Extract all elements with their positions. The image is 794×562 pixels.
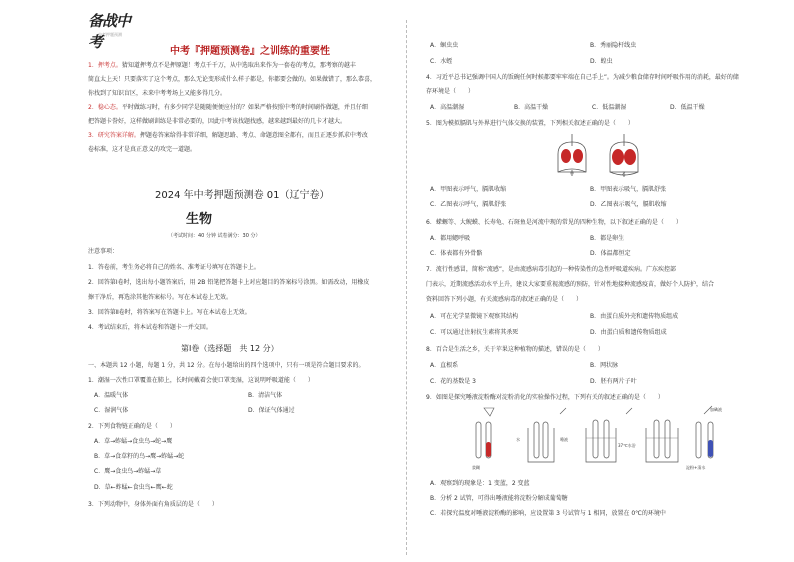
intro-label: 1．押考点。 (88, 62, 122, 69)
question-stem-cont: 资料回答下列小题，有关流感病毒的叙述正确的是（ ） (426, 296, 583, 303)
note-item: 3．回答第Ⅱ卷时，将答案写在答题卡上。写在本试卷上无效。 (88, 309, 251, 316)
intro-line (88, 76, 376, 84)
option[interactable]: A．观察到的现象是：1 变蓝，2 变蓝 (430, 480, 530, 487)
question-stem: 3．下列动物中，身体外面有角质层的是（ ） (88, 501, 218, 508)
figure-label: 甲 (570, 171, 574, 176)
intro-label: 3．研究答案详解。 (88, 132, 140, 139)
figure-label: 淀粉+清水 (686, 465, 706, 470)
question-stem: 1．潮湿一次性口罩覆盖在肺上，长时间戴着会使口罩变湿，这说明呼吸道能（ ） (88, 377, 314, 384)
question-stem: 2．下列食物链正确的是（ ） (88, 423, 176, 430)
option[interactable]: B．网状脉 (590, 362, 619, 369)
option[interactable]: D．低温干燥 (670, 104, 705, 111)
option[interactable]: C．花的基数是 3 (430, 378, 476, 385)
option[interactable]: A．直根系 (430, 362, 459, 369)
option[interactable]: B．清洁气体 (248, 392, 283, 399)
section-title: 第Ⅰ卷（选择题 共 12 分） (181, 344, 279, 353)
intro-text: 你找到了知识盲区，未来中考考场上又能多得几分。 (88, 90, 227, 97)
intro-line (88, 146, 196, 154)
figure-label: 水 (516, 437, 520, 442)
figure-label: 37℃水浴 (618, 443, 636, 448)
section-desc: 一、本题共 12 小题，每题 1 分，共 12 分。在每小题给出的四个选项中，只有一项是符合题目要求的。 (88, 362, 365, 369)
exam-info: （考试时间：40 分钟 试卷满分：30 分） (168, 233, 261, 239)
logo-brand-text: 备战中考 (88, 12, 131, 51)
option[interactable]: A．可在光学显微镜下观察其结构 (430, 313, 519, 320)
option[interactable]: C．可以通过注射抗生素将其杀死 (430, 329, 519, 336)
question-stem: 8．百合是生活之乡，关于苹果这种植物的描述，错误的是（ ） (426, 346, 604, 353)
option[interactable]: C．乙图表示呼气，膈肌舒张 (430, 201, 507, 208)
intro-text: 把答题卡誊好，这样做刷训练是非常必要的，因此中考该找题找感，越来越到最好的几卡才越大。 (88, 118, 347, 125)
question-stem: 4．习近平总书记强调中国人的饭碗任何时候都要牢牢端在自己手上”。为减少粮食储存时间呼吸作用的消耗，最好的储 (426, 74, 739, 81)
notes-header: 注意事项： (88, 248, 119, 255)
intro-text: 卷标准，这才是真正意义的攻完一道题。 (88, 146, 197, 153)
intro-text: 平时做练习时，有多少同学是随随便便应付的？如果严格按照中考的时间刷作做题，并且仔细 (121, 104, 368, 111)
option[interactable]: D．保证气体通过 (248, 407, 295, 414)
option[interactable]: A．蛔虫虫 (430, 42, 459, 49)
option[interactable]: A．草→蚱蜢→食虫鸟→蛇→鹰 (94, 438, 173, 445)
intro-text: 猜知道押考点不是押原题！考点千千万，从中选取出来作为一套卷的考点，那考察的越丰 (121, 62, 356, 69)
option[interactable]: A．高温潮湿 (430, 104, 465, 111)
option[interactable]: D．蝗虫 (590, 58, 613, 65)
note-item: 4．考试结束后，将本试卷和答题卡一并交回。 (88, 324, 212, 331)
question-stem-cont: 门表示，近期流感活动水平上升，建议大家要重视流感的预防，针对性地接种流感疫苗，做好个人防护，结合 (426, 281, 715, 288)
intro-text: 简直太上天！只要落实了这个考点，那么无论变形成什么样子都是，你都要会做的。如果做错了，那么恭喜， (88, 76, 377, 83)
note-item: 擦干净后，再选涂其他答案标号。写在本试卷上无效。 (88, 294, 233, 301)
question-stem: 6．蝾螈等、大鲵蟆、长寿龟、石斑鱼是河流中现的常见的四种生物，以下叙述正确的是（ ） (426, 219, 682, 226)
option[interactable]: D．胚有两片子叶 (590, 378, 637, 385)
intro-line (88, 118, 346, 126)
figure-label: 乙 (622, 171, 626, 176)
option[interactable]: B．高温干燥 (514, 104, 549, 111)
option[interactable]: A．温暖气体 (94, 392, 129, 399)
figure-label: 浆糊 (472, 465, 480, 470)
option[interactable]: B．甲图表示吸气，膈肌舒张 (590, 186, 667, 193)
subject-title: 生物 (186, 212, 213, 227)
question-stem: 9．如图是探究唾液淀粉酶对淀粉消化的实验操作过程，下列有关的叙述正确的是（ ） (426, 394, 664, 401)
option[interactable]: B．都是卵生 (590, 235, 625, 242)
column-divider (406, 20, 407, 555)
option[interactable]: B．分析 2 试管，可得出唾液能将淀粉分解成葡萄糖 (430, 495, 568, 502)
option[interactable]: B．秀丽隐杆线虫 (590, 42, 637, 49)
brand-logo (88, 10, 136, 51)
note-item: 2．回答第Ⅰ卷时，选出每小题答案后，用 2B 铅笔把答题卡上对应题目的答案标号涂黑。如需改动，用橡皮 (88, 279, 370, 286)
intro-line (88, 104, 368, 112)
intro-line (88, 132, 368, 140)
right-column (412, 0, 782, 562)
option[interactable]: C．鹰→食虫鸟→蚱蜢→草 (94, 468, 162, 475)
question-stem: 7．流行性感冒，简称“流感”，是由流感病毒引起的一种传染性的急性呼吸道疾病。广东疾控部 (426, 266, 677, 273)
option[interactable]: D．乙图表示吸气，膈肌收缩 (590, 201, 667, 208)
figure-label: 加碘液 (710, 407, 722, 412)
enzyme-experiment-figure (466, 404, 726, 474)
lung-model-figure (552, 132, 652, 178)
figure-label: 唾液 (560, 437, 568, 442)
option[interactable]: B．草→食草籽的鸟→鹰→蚱蜢→蛇 (94, 453, 185, 460)
option[interactable]: B．由蛋白质外壳和遗传物质组成 (590, 313, 679, 320)
option[interactable]: A．甲图表示呼气，膈肌收缩 (430, 186, 507, 193)
option[interactable]: C．水蛭 (430, 58, 453, 65)
intro-label: 2．稳心态。 (88, 104, 122, 111)
option[interactable]: C．低温潮湿 (592, 104, 627, 111)
exam-title: 2024 年中考押题预测卷 01（辽宁卷） (155, 190, 330, 201)
question-stem: 5．图为模拟膈肌与外界进行气体交换的装置，下列相关叙述正确的是（ ） (426, 120, 634, 127)
option[interactable]: C．体表都有外骨骼 (430, 250, 483, 257)
logo-sub-text: 中考押题预测 (98, 32, 122, 37)
intro-line (88, 62, 356, 70)
option[interactable]: D．体温都恒定 (590, 250, 631, 257)
option[interactable]: C．湿润气体 (94, 407, 129, 414)
option[interactable]: D．由蛋白质和遗传物质组成 (590, 329, 667, 336)
option[interactable]: C．若探究温度对唾液淀粉酶的影响，应设置第 3 号试管与 1 相同，放置在 0℃的环境中 (430, 510, 666, 517)
headline: 中考『押题预测卷』之训练的重要性 (170, 46, 330, 57)
intro-text: 押题卷答案给得非常详细，解题思路、考点、命题意图全都有，而且正逐步抓求中考改 (139, 132, 368, 139)
question-stem-cont: 存环境是（ ） (426, 88, 475, 95)
note-item: 1．答卷前，考生务必将自己的姓名、准考证号填写在答题卡上。 (88, 264, 260, 271)
option[interactable]: D．草←蚱蜢←食虫鸟←鹰←蛇 (94, 484, 173, 491)
intro-line (88, 90, 226, 98)
option[interactable]: A．都用鳃呼吸 (430, 235, 471, 242)
